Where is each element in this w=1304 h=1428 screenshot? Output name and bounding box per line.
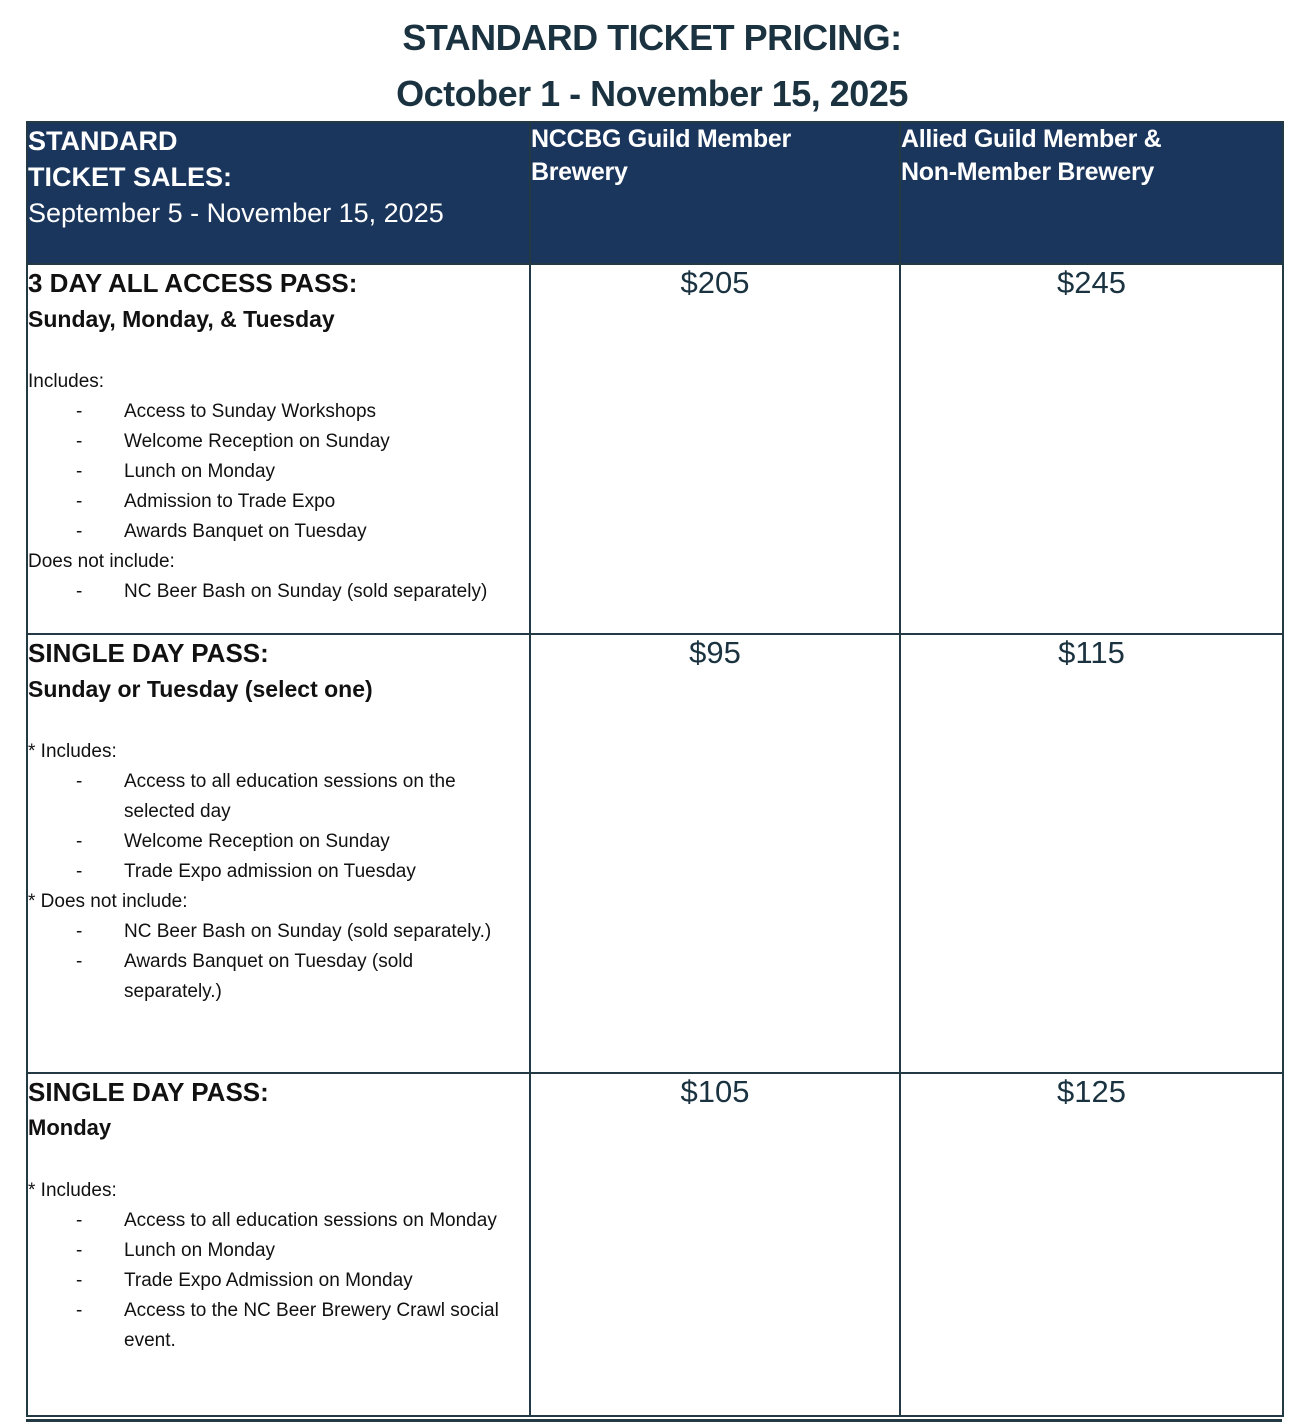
dash-bullet: - [76,521,83,542]
dash-bullet: - [76,1240,83,1261]
list-item-text: Access to all education sessions on the selected day [124,771,456,822]
pass-days: Sunday, Monday, & Tuesday [28,306,335,332]
dash-bullet: - [76,951,83,972]
header-ticket-sales-line-1: STANDARD [28,126,178,156]
header-non-member-line-1: Allied Guild Member & [901,125,1162,153]
list-item [28,1296,529,1356]
list-item [28,917,529,947]
list-item-text: Lunch on Monday [124,1240,276,1261]
bottom-divider [26,1419,1282,1422]
list-item-text: Trade Expo Admission on Monday [124,1270,413,1291]
list-item-text: Access to the NC Beer Brewery Crawl social event. [124,1300,499,1351]
includes-list [28,1206,529,1356]
list-item [28,857,529,887]
includes-label: Includes: [28,371,105,392]
dash-bullet: - [76,861,83,882]
list-item [28,577,529,607]
list-item-text: Welcome Reception on Sunday [124,831,390,852]
dash-bullet: - [76,461,83,482]
list-item [28,397,529,427]
excludes-list [28,917,529,1007]
list-item [28,767,529,827]
header-ticket-sales [27,122,530,264]
excludes-label: Does not include: [28,551,175,572]
member-price: $95 [530,634,900,1073]
list-item [28,457,529,487]
list-item-text: Awards Banquet on Tuesday [124,521,367,542]
excludes-label: * Does not include: [28,891,188,912]
pass-title: 3 DAY ALL ACCESS PASS: [28,268,358,298]
includes-label: * Includes: [28,1180,117,1201]
list-item-text: NC Beer Bash on Sunday (sold separately.) [124,921,492,942]
includes-label: * Includes: [28,741,117,762]
list-item-text: NC Beer Bash on Sunday (sold separately) [124,581,488,602]
pass-description [27,634,530,1073]
header-non-member-line-2: Non-Member Brewery [901,158,1154,186]
page-title-line-1: STANDARD TICKET PRICING: [402,17,902,58]
dash-bullet: - [76,1300,83,1321]
dash-bullet: - [76,401,83,422]
list-item-text: Trade Expo admission on Tuesday [124,861,416,882]
header-guild-member-line-1: NCCBG Guild Member [531,125,791,153]
dash-bullet: - [76,581,83,602]
table-header-row [27,122,1283,264]
header-guild-member-line-2: Brewery [531,158,628,186]
includes-list [28,767,529,887]
member-price: $105 [530,1073,900,1416]
pass-days: Monday [28,1115,112,1140]
dash-bullet: - [76,831,83,852]
pass-description [27,264,530,634]
list-item [28,1206,529,1236]
table-row-3-day-pass [27,264,1283,634]
excludes-list [28,577,529,607]
page-title [0,10,1304,122]
non-member-price: $115 [900,634,1283,1073]
list-item-text: Access to Sunday Workshops [124,401,377,422]
pass-days: Sunday or Tuesday (select one) [28,676,373,702]
pricing-table [26,121,1284,1417]
list-item [28,947,529,1007]
dash-bullet: - [76,1270,83,1291]
list-item [28,487,529,517]
table-row-single-day-sun-tue [27,634,1283,1073]
page-title-date-range: October 1 - November 15, 2025 [396,73,908,114]
list-item-text: Awards Banquet on Tuesday (sold separately.) [124,951,414,1002]
list-item [28,1236,529,1266]
includes-list [28,397,529,547]
non-member-price: $125 [900,1073,1283,1416]
dash-bullet: - [76,1210,83,1231]
list-item [28,427,529,457]
header-non-member [900,122,1283,264]
header-guild-member [530,122,900,264]
dash-bullet: - [76,921,83,942]
dash-bullet: - [76,771,83,792]
list-item-text: Lunch on Monday [124,461,276,482]
list-item-text: Welcome Reception on Sunday [124,431,390,452]
list-item [28,1266,529,1296]
non-member-price: $245 [900,264,1283,634]
pass-title: SINGLE DAY PASS: [28,638,269,668]
header-ticket-sales-line-2: TICKET SALES: [28,162,233,192]
list-item-text: Access to all education sessions on Monday [124,1210,497,1231]
list-item-text: Admission to Trade Expo [124,491,336,512]
list-item [28,517,529,547]
dash-bullet: - [76,431,83,452]
pass-title: SINGLE DAY PASS: [28,1077,269,1107]
pass-description [27,1073,530,1416]
table-row-single-day-monday [27,1073,1283,1416]
dash-bullet: - [76,491,83,512]
member-price: $205 [530,264,900,634]
list-item [28,827,529,857]
header-ticket-sales-date: September 5 - November 15, 2025 [28,198,444,228]
